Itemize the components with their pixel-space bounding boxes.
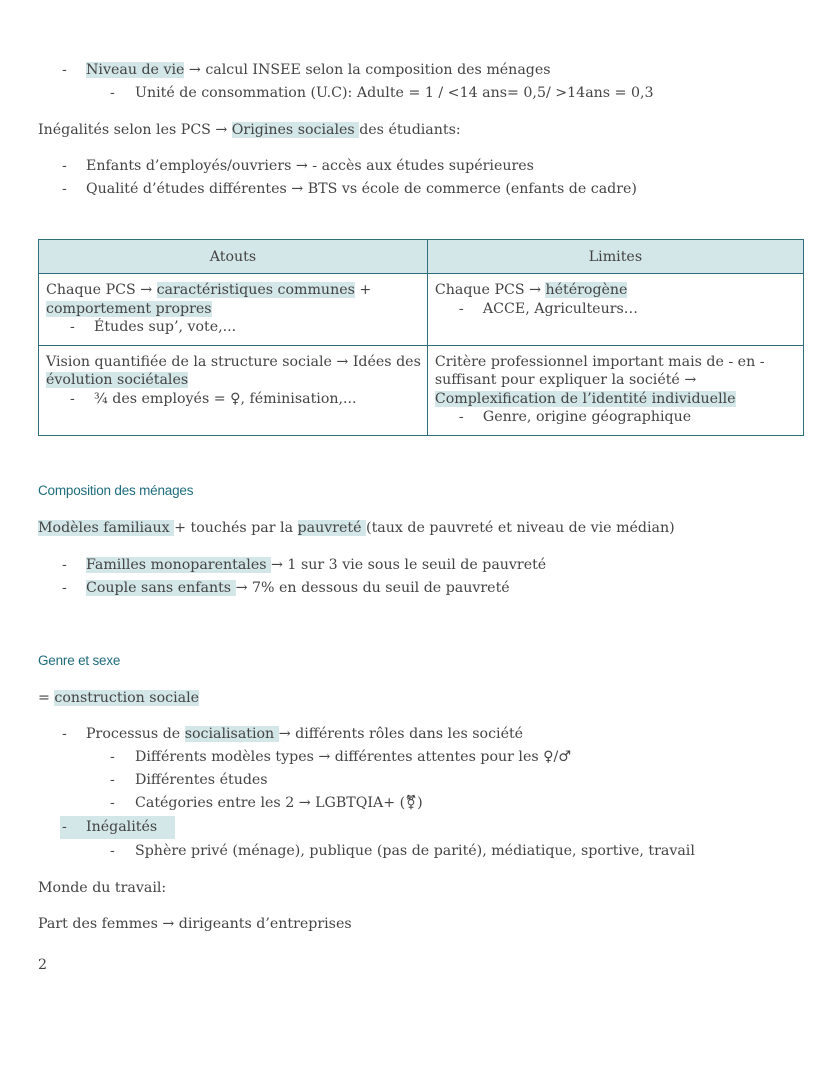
- pcs-intro-text: Inégalités selon les PCS →: [38, 122, 232, 138]
- cell-text: +: [354, 282, 372, 298]
- travail-line: Part des femmes → dirigeants d’entreprises: [38, 916, 352, 932]
- table-row: [39, 274, 804, 346]
- highlight: évolution sociétales: [46, 372, 189, 388]
- list-bullet: -: [62, 62, 67, 78]
- list-item: Enfants d’employés/ouvriers → - accès aux études supérieures: [86, 158, 534, 174]
- sub-item: Catégories entre les 2 → LGBTQIA+ (⚧): [135, 795, 423, 811]
- table-cell: [39, 274, 428, 346]
- table-header-row: [39, 240, 804, 274]
- list-item-text: → différents rôles dans les société: [278, 726, 524, 742]
- cell-text: Chaque PCS →: [434, 282, 546, 298]
- list-item-text: Processus de: [86, 726, 185, 742]
- list-item-text: → calcul INSEE selon la composition des ménages: [184, 62, 551, 78]
- highlight: pauvreté: [297, 520, 367, 536]
- cell-line: [46, 371, 421, 390]
- highlight: comportement propres: [46, 300, 212, 317]
- sub-bullet: -: [110, 795, 115, 811]
- sub-bullet: -: [110, 772, 115, 788]
- cell-sub-item: - ACCE, Agriculteurs…: [458, 300, 638, 317]
- cell-sub-item: - Études sup’, vote,...: [70, 319, 237, 335]
- list-bullet: -: [62, 557, 67, 573]
- list-item: Qualité d’études différentes → BTS vs école de commerce (enfants de cadre): [86, 181, 637, 197]
- list-item-niveau-de-vie: [86, 59, 551, 82]
- cell-sub-item: - Genre, origine géographique: [458, 409, 692, 425]
- highlight: Niveau de vie: [86, 62, 185, 78]
- cell-sub-text: ¾ des employés = ♀, féminisation,...: [94, 390, 357, 407]
- list-bullet: -: [62, 726, 67, 742]
- cell-line: suffisant pour expliquer la société →: [434, 372, 697, 388]
- cell-sub-text: ACCE, Agriculteurs…: [482, 300, 638, 317]
- highlight: Familles monoparentales: [86, 557, 272, 573]
- table-row: [39, 345, 804, 435]
- highlight: construction sociale: [54, 690, 200, 706]
- list-item-text: → 7% en dessous du seuil de pauvreté: [235, 580, 510, 596]
- pcs-intro: [38, 119, 461, 142]
- list-item-text: Inégalités: [86, 819, 158, 835]
- highlight: hétérogène: [545, 282, 628, 298]
- menages-intro: [38, 517, 675, 540]
- cell-sub-item: - ¾ des employés = ♀, féminisation,...: [70, 390, 357, 407]
- sub-item: Différentes études: [135, 772, 268, 788]
- cell-line: Vision quantifiée de la structure sociale → Idées des: [46, 353, 421, 370]
- table-cell: [427, 345, 803, 435]
- highlight: Couple sans enfants: [86, 580, 236, 596]
- def-prefix: =: [38, 690, 55, 706]
- cell-text: Chaque PCS →: [46, 282, 157, 298]
- cell-sub-text: Études sup’, vote,...: [94, 319, 237, 335]
- cell-line: [435, 390, 797, 409]
- list-bullet: -: [62, 158, 67, 174]
- list-item: [86, 577, 510, 600]
- sub-item-uc: Unité de consommation (U.C): Adulte = 1 / <14 ans= 0,5/ >14ans = 0,3: [135, 85, 654, 101]
- header-limites: Limites: [427, 240, 803, 274]
- list-item-inegalites: - Inégalités: [60, 816, 175, 839]
- cell-line: [435, 281, 797, 300]
- sub-item: Différents modèles types → différentes attentes pour les ♀/♂: [135, 749, 572, 765]
- intro-text: + touchés par la: [174, 520, 298, 536]
- section-title-menages: Composition des ménages: [38, 483, 194, 498]
- intro-text: (taux de pauvreté et niveau de vie médian): [366, 520, 675, 536]
- cell-line: Critère professionnel important mais de - en -: [434, 353, 765, 370]
- sub-bullet: -: [110, 85, 115, 101]
- cell-line: [46, 300, 421, 319]
- page-number: 2: [38, 957, 48, 973]
- list-item: [86, 554, 546, 577]
- pcs-intro-end: des étudiants:: [359, 122, 461, 138]
- cell-sub-text: Genre, origine géographique: [482, 409, 692, 425]
- section-title-genre: Genre et sexe: [38, 653, 121, 668]
- highlight: caractéristiques communes: [156, 282, 355, 298]
- highlight: Origines sociales: [231, 122, 360, 138]
- sub-bullet: -: [110, 749, 115, 765]
- sub-item: Sphère privé (ménage), publique (pas de parité), médiatique, sportive, travail: [135, 843, 695, 859]
- highlight: socialisation: [184, 726, 279, 742]
- list-item: [86, 723, 523, 746]
- cell-line: [46, 281, 421, 300]
- list-bullet: -: [62, 580, 67, 596]
- table-cell: [427, 274, 803, 346]
- atouts-limites-table: [38, 239, 804, 436]
- table-cell: [39, 345, 428, 435]
- highlight: Complexification de l’identité individuelle: [434, 390, 736, 407]
- travail-heading: Monde du travail:: [38, 880, 167, 896]
- sub-bullet: -: [110, 843, 115, 859]
- highlight: Modèles familiaux: [38, 520, 175, 536]
- header-atouts: Atouts: [39, 240, 428, 274]
- genre-definition: [38, 687, 199, 710]
- list-item-text: → 1 sur 3 vie sous le seuil de pauvreté: [271, 557, 547, 573]
- list-bullet: -: [62, 181, 67, 197]
